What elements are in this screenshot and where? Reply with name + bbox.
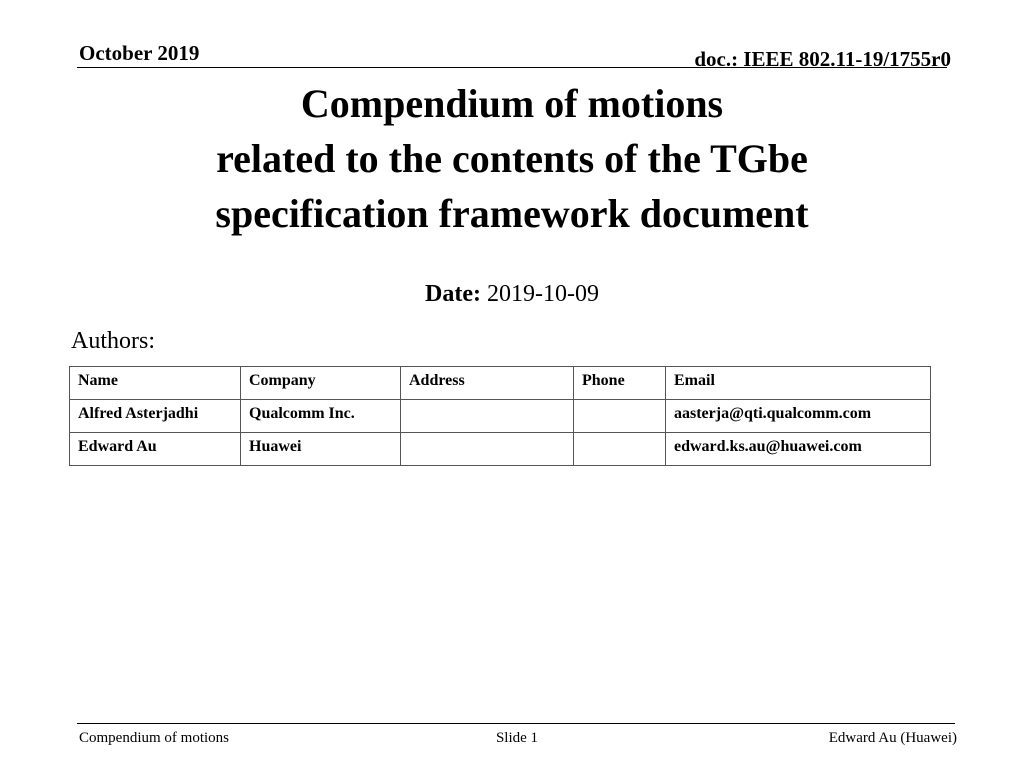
author-email-cell: edward.ks.au@huawei.com xyxy=(666,433,931,466)
author-address-cell xyxy=(401,400,574,433)
column-header-phone: Phone xyxy=(574,367,666,400)
table-row xyxy=(70,433,931,466)
date-value: 2019-10-09 xyxy=(486,281,599,307)
author-name-cell: Alfred Asterjadhi xyxy=(70,400,241,433)
author-address-cell xyxy=(401,433,574,466)
header-date: October 2019 xyxy=(79,41,200,65)
footer-divider xyxy=(77,723,955,724)
footer-left: Compendium of motions xyxy=(79,730,229,746)
author-company-cell: Huawei xyxy=(241,433,401,466)
table-header-row xyxy=(70,367,931,400)
author-phone-cell xyxy=(574,400,666,433)
title-line-3: specification framework document xyxy=(215,191,809,236)
date-line xyxy=(0,279,1024,309)
column-header-company: Company xyxy=(241,367,401,400)
table-row xyxy=(70,400,931,433)
author-company-cell: Qualcomm Inc. xyxy=(241,400,401,433)
footer-right: Edward Au (Huawei) xyxy=(828,730,957,746)
column-header-name: Name xyxy=(70,367,241,400)
column-header-address: Address xyxy=(401,367,574,400)
slide-title xyxy=(60,76,964,241)
title-line-2: related to the contents of the TGbe xyxy=(216,136,808,181)
slide-number: Slide 1 xyxy=(495,730,539,746)
column-header-email: Email xyxy=(666,367,931,400)
author-phone-cell xyxy=(574,433,666,466)
title-line-1: Compendium of motions xyxy=(300,81,724,126)
date-label: Date: xyxy=(425,281,481,307)
authors-label: Authors: xyxy=(71,328,155,354)
author-name-cell: Edward Au xyxy=(70,433,241,466)
header-doc-id: doc.: IEEE 802.11-19/1755r0 xyxy=(694,47,951,71)
author-email-cell: aasterja@qti.qualcomm.com xyxy=(666,400,931,433)
authors-table xyxy=(69,366,931,466)
header-divider xyxy=(77,67,947,68)
